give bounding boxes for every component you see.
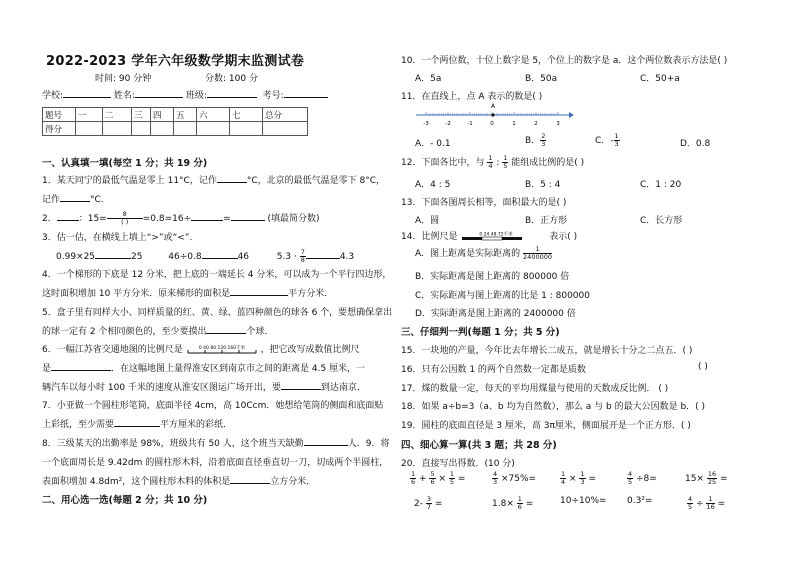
school-field[interactable] (63, 88, 111, 98)
question-14-option-b[interactable]: B．实际距离是图上距离的 800000 倍 (415, 272, 570, 282)
number-line-label: 2 (534, 121, 538, 127)
question-8: 8．三级某天的出勤率是 98%，班级共有 50 人，这个班当天缺勤 人．9．将 (42, 436, 390, 449)
fraction: $\frac{1}{3}$ (614, 132, 619, 148)
number-line-label: -2 (445, 121, 451, 127)
question-7: 7．小亚做一个圆柱形笔筒，底面半径 4cm，高 10Ccm．她想给笔筒的侧面和底面贴 (42, 401, 384, 411)
score-cell[interactable] (76, 122, 103, 136)
question-16: 16．只有公因数 1 的两个自然数一定都是质数 (401, 365, 586, 375)
question-20: 20．直接写出得数．(10 分) (401, 459, 515, 469)
number-line-graphic (414, 100, 574, 128)
question-19: 19．圆柱的底面直径是 3 厘米，高 3π厘米，侧面展开是一个正方形．( ) (401, 421, 691, 431)
question-3: 3．估一估，在横线上填上“>”或“<”. (42, 233, 193, 243)
point-a-marker (491, 113, 494, 116)
answer-blank[interactable] (230, 474, 270, 484)
question-9: 一个底面周长是 9.42dm 的圆柱形木料，沿着底面直径垂直切一刀，切成两个半圆柱， (42, 458, 389, 468)
answer-blank[interactable] (230, 286, 288, 296)
answer-blank[interactable] (95, 249, 131, 259)
question-14-option-c[interactable]: C．实际距离与图上距离的比是 1 : 800000 (415, 291, 590, 301)
answer-blank[interactable] (306, 249, 340, 259)
fraction: $\frac{1}{4}$ (488, 154, 493, 170)
score-cell[interactable] (174, 122, 197, 136)
question-1-cont: 记作 °C. (42, 192, 104, 205)
answer-blank[interactable] (57, 211, 79, 221)
section-2-heading: 二、用心选一选(每题 2 分；共 10 分) (42, 495, 208, 506)
score-cell[interactable] (197, 122, 230, 136)
question-16-answer[interactable]: ( ) (698, 362, 708, 372)
name-label: 姓名: (113, 91, 135, 101)
answer-blank[interactable] (217, 173, 247, 183)
question-5-cont: 的球一定有 2 个相同颜色的，至少要摸出 个球． (42, 324, 273, 337)
score-cell[interactable] (151, 122, 174, 136)
answer-blank[interactable] (206, 324, 246, 334)
calc-item-2: $\frac{4}{3}$ ×75%= (493, 470, 537, 486)
calc-item-5: 15× $\frac{16}{25}$ = (685, 470, 728, 486)
line-scale-graphic (460, 231, 546, 243)
answer-blank[interactable] (60, 192, 90, 202)
question-6: 6．一幅江苏省交通地图的比例尺是 0 40 80 120 160千米 ，把它改写成数值比例尺 (42, 345, 360, 355)
number-line-label: 3 (556, 121, 560, 127)
answer-blank[interactable] (51, 361, 111, 371)
question-3-items: 0.99×25 25 46÷0.8 46 5.3 · $\frac{7}{8}$ 4.3 (56, 248, 355, 264)
question-5: 5．盒子里有同样大小、同样质量的红、黄、绿、蓝四种颜色的球各 6 个，要想确保拿出 (42, 308, 393, 318)
question-11-option-a[interactable]: A．- 0.1 (415, 139, 451, 149)
question-9-cont: 表面积增加 4.8dm²，这个圆柱形木料的体积是 立方分米． (42, 474, 315, 487)
question-17: 17．煤的数量一定，每天的平均用煤量与使用的天数成反比例． ( ) (401, 384, 669, 394)
question-7-cont: 上彩纸，至少需要 平方厘米的彩纸． (42, 417, 232, 430)
question-14-option-d[interactable]: D．实际距离是图上距离的 2400000 倍 (415, 309, 576, 319)
point-a-label: A (490, 103, 496, 110)
section-1-heading: 一、认真填一填(每空 1 分；共 19 分) (42, 158, 208, 169)
answer-blank[interactable] (202, 249, 238, 259)
score-table (42, 107, 308, 136)
class-label: 班级: (185, 91, 207, 101)
question-12-option-b[interactable]: B．5 : 4 (525, 180, 561, 190)
line-scale-graphic (186, 344, 258, 356)
fraction: $\frac{1}{5}$ (503, 154, 508, 170)
number-line-label: -1 (467, 121, 473, 127)
answer-blank[interactable] (191, 211, 223, 221)
section-4-heading: 四、细心算一算(共 3 题；共 28 分) (401, 440, 557, 451)
score-table-score-row: 得分 (43, 122, 308, 136)
time-info: 时间: 90 分钟 (95, 74, 152, 84)
calc-item-10: $\frac{4}{5}$ ÷ $\frac{1}{16}$ = (688, 495, 726, 511)
fraction: $\frac{7}{8}$ (300, 248, 305, 264)
question-10-option-c[interactable]: C．50+a (640, 74, 680, 84)
fraction: $\frac{2}{3}$ (541, 132, 546, 148)
svg-text:0 40 80 120 160千米: 0 40 80 120 160千米 (198, 345, 245, 351)
question-11-option-d[interactable]: D．0.8 (680, 139, 711, 149)
calc-item-3: $\frac{1}{4}$ × $\frac{1}{3}$ = (561, 470, 596, 486)
question-11: 11．在直线上，点 A 表示的数是( ) (401, 92, 543, 102)
section-3-heading: 三、仔细判一判(每题 1 分；共 5 分) (401, 327, 560, 338)
answer-blank[interactable] (281, 380, 321, 390)
name-field[interactable] (135, 88, 183, 98)
exam-title: 2022-2023 学年六年级数学期末监测试卷 (46, 54, 305, 69)
number-line-label: 0 (490, 121, 494, 127)
question-6-cont: 是 ．在这幅地图上量得淮安区到南京市之间的距离是 4.5 厘米，一 (42, 361, 365, 374)
score-cell[interactable] (132, 122, 151, 136)
calc-item-9: 0.3²= (627, 496, 653, 506)
question-10-option-a[interactable]: A．5a (415, 74, 442, 84)
question-13-option-b[interactable]: B．正方形 (525, 216, 568, 226)
question-14-option-a[interactable]: A．图上距离是实际距离的 $\frac{1}{2400000}$ (415, 245, 552, 261)
question-1: 1．某天同宁的最低气温是零上 11°C，记作 °C，北京的最低气温是零下 8°C， (42, 173, 385, 186)
class-field[interactable] (207, 88, 257, 98)
score-cell[interactable] (103, 122, 132, 136)
calc-item-6: 2- $\frac{3}{7}$ = (414, 495, 443, 511)
fraction: $\frac{1}{2400000}$ (523, 245, 552, 261)
question-18: 18．如果 a÷b=3（a、b 均为自然数），那么 a 与 b 的最大公因数是 b．( ) (401, 402, 706, 412)
score-table-header-row: 题号 一 二 三 四 五 六 七 总分 (43, 108, 308, 122)
school-label: 学校: (42, 91, 64, 101)
score-cell[interactable] (263, 122, 308, 136)
question-13-option-a[interactable]: A．圆 (415, 216, 440, 226)
exam-no-label: 考号: (262, 91, 284, 101)
question-4-cont: 这时面积增加 10 平方分米．原来梯形的面积是 平方分米． (42, 286, 333, 299)
question-6-cont2: 辆汽车以每小时 100 千米的速度从淮安区图运广场开出，要 到达南京． (42, 380, 366, 393)
question-14: 14．比例尺是 0 24 48 72千米 表示( ) (401, 232, 578, 242)
answer-blank[interactable] (231, 211, 265, 221)
question-12: 12．下面各比中，与 $\frac{1}{4}$ : $\frac{1}{5}$ 能组成比例的是( ) (401, 154, 585, 170)
question-10-option-b[interactable]: B．50a (525, 74, 558, 84)
fraction: $\frac{8}{( )}$ (107, 211, 143, 226)
number-line-label: 1 (512, 121, 516, 127)
calc-item-7: 1.8× $\frac{1}{6}$ = (492, 495, 534, 511)
question-13: 13．下面各图周长相等，面积最大的是( ) (401, 198, 567, 208)
answer-blank[interactable] (304, 436, 348, 446)
question-12-option-a[interactable]: A．4 : 5 (415, 180, 451, 190)
question-11-option-b[interactable]: B． $\frac{2}{3}$ (525, 132, 546, 148)
svg-text:0 24 48 72千米: 0 24 48 72千米 (479, 232, 513, 237)
score-info: 分数: 100 分 (205, 74, 258, 84)
question-12-option-c[interactable]: C．1 : 20 (640, 180, 682, 190)
question-15: 15．一块地的产量，今年比去年增长二成五，就是增长十分之二点五．( ) (401, 346, 693, 356)
score-cell[interactable] (230, 122, 263, 136)
exam-no-field[interactable] (284, 88, 328, 98)
answer-blank[interactable] (114, 417, 160, 427)
student-info-row (42, 88, 328, 101)
question-11-option-c[interactable]: C．- $\frac{1}{3}$ (595, 132, 619, 148)
question-10: 10．一个两位数，十位上数字是 5，个位上的数字是 a．这个两位数表示方法是( ) (401, 56, 728, 66)
question-4: 4．一个梯形的下底是 12 分米，把上底的一端延长 4 分米，可以成为一个平行四边形， (42, 270, 392, 280)
calc-item-4: $\frac{4}{5}$ ÷8= (628, 470, 657, 486)
question-13-option-c[interactable]: C．长方形 (640, 216, 683, 226)
calc-item-8: 10÷10%= (560, 496, 607, 506)
question-2: 2． ：15= $\frac{8}{( )}$ =0.8=16÷ = (填最简分数) (42, 210, 320, 226)
calc-item-1: $\frac{1}{6}$ + $\frac{5}{6}$ × $\frac{1}{5}$ = (411, 470, 466, 486)
number-line-label: -3 (423, 121, 429, 127)
